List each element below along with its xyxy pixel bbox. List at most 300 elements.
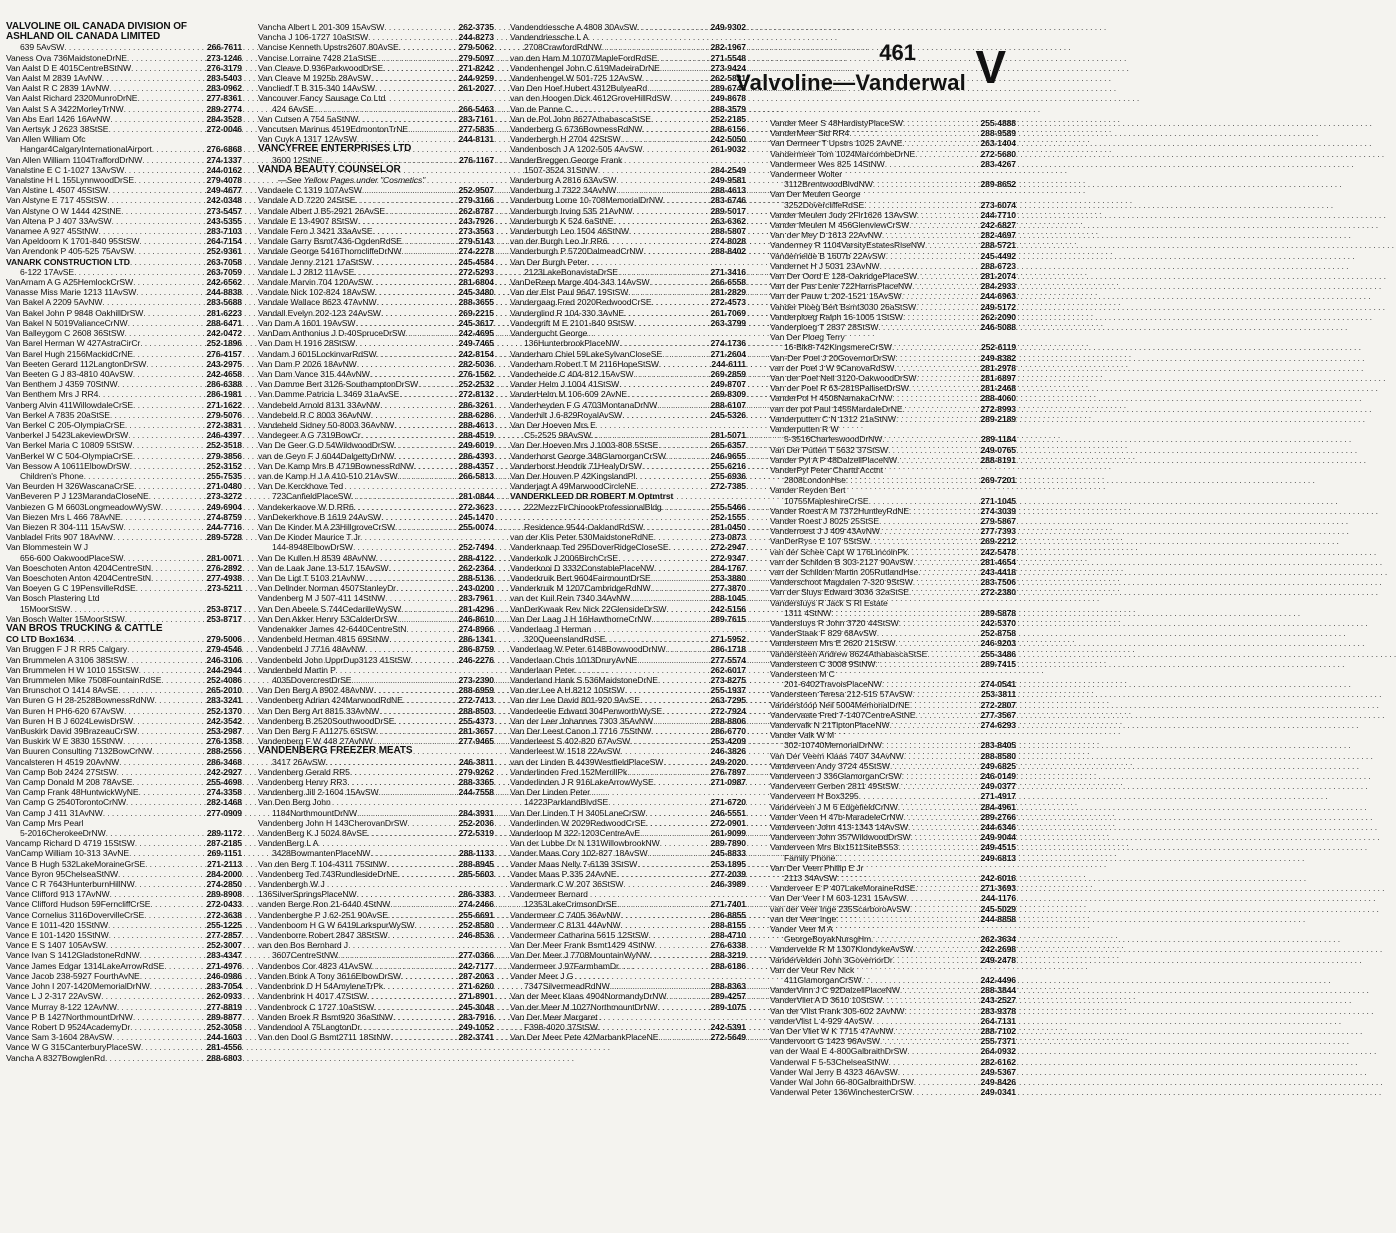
listing-phone: 272-2807 xyxy=(980,699,1016,710)
listing-name: Van Dam H 1916 28StSW xyxy=(258,338,356,349)
leader-dots xyxy=(617,869,710,879)
leader-dots xyxy=(903,812,979,822)
listing-entry xyxy=(510,665,746,675)
listing-name: Van Barel Hugh 2156MackidCrNE xyxy=(6,348,133,359)
listing-phone: 273-3272 xyxy=(206,491,242,502)
listing-entry xyxy=(258,63,494,73)
listing-phone: 283-7054 xyxy=(206,981,242,992)
listing-entry xyxy=(770,985,1016,995)
listing-entry xyxy=(770,363,1016,373)
listing-entry xyxy=(258,451,494,461)
listing-name: Vance C R 7643HunterburnHillNW xyxy=(6,879,135,890)
leader-dots xyxy=(666,451,710,461)
listing-name: VanBerkel W C 504-OlympiaCrSE xyxy=(6,450,133,461)
listing-name: Van Brummelen A 3106 38StSW xyxy=(6,654,127,665)
leader-dots xyxy=(654,563,709,573)
listing-name: Vancalsteren H 4519 20AvNW xyxy=(6,756,120,767)
listing-name: Vance Sam 3-1604 28AvSW xyxy=(6,1032,113,1043)
listing-phone: 243-7926 xyxy=(458,215,494,226)
listing-entry xyxy=(770,730,1016,740)
leader-dots xyxy=(636,481,709,491)
listing-entry xyxy=(258,73,494,83)
leader-dots xyxy=(927,649,979,659)
listing-entry xyxy=(258,491,494,501)
leader-dots xyxy=(621,910,710,920)
listing-entry xyxy=(258,624,494,634)
listing-name: Vander Maas Cory 102-827 18AvSW xyxy=(510,848,648,859)
listing-name: van der Schilden Martin 205RutlandHse xyxy=(770,566,919,577)
listing-phone: 263-7295 xyxy=(710,695,746,706)
leader-dots xyxy=(124,328,205,338)
listing-name: Vanderveen J M 6 EdgefieldCrNW xyxy=(770,801,898,812)
listing-name: Vance James Edgar 1314LakeArrowRdSE xyxy=(6,960,165,971)
listing-phone: 273-5211 xyxy=(206,583,242,594)
leader-dots xyxy=(127,655,206,665)
listing-name: Van der Veur Rev Nick xyxy=(770,964,855,975)
listing-name: Van Apeldoorn K 1701-840 95StSW xyxy=(6,236,140,247)
listing-name: Vanderkooi D 3332ConstablePlaceNW xyxy=(510,562,655,573)
listing-name: Vandenbrink H 4017 47StSW xyxy=(258,991,368,1002)
listing-entry xyxy=(770,251,1016,261)
leader-dots xyxy=(140,338,205,348)
listing-entry xyxy=(6,267,242,277)
listing-name: VANARK CONSTRUCTION LTD xyxy=(6,256,130,267)
listing-phone: 274-3039 xyxy=(980,505,1016,516)
listing-phone: 276-3179 xyxy=(206,62,242,73)
leader-dots xyxy=(893,1026,979,1036)
listing-entry xyxy=(6,63,242,73)
listing-name: Van Der Meulen George xyxy=(770,189,861,200)
listing-phone: 283-7916 xyxy=(458,1011,494,1022)
leader-dots xyxy=(121,206,205,216)
leader-dots xyxy=(903,312,980,322)
listing-entry xyxy=(6,124,242,134)
leader-dots xyxy=(74,267,205,277)
leader-dots xyxy=(150,981,206,991)
leader-dots xyxy=(381,512,457,522)
listing-name: Vancliedf T B 315-340 14AvSW xyxy=(258,83,375,94)
listing-name: Vanderburg J 7322 34AvNW xyxy=(510,185,617,196)
listing-phone: 244-8858 xyxy=(980,913,1016,924)
listing-name: Van Dellnder Norman 4507StanleyDr xyxy=(258,583,396,594)
leader-dots xyxy=(355,195,457,205)
listing-phone: 281-4296 xyxy=(458,603,494,614)
listing-name: Vander Wal John 66-80GalbraithDrSW xyxy=(770,1077,914,1088)
listing-entry xyxy=(258,685,494,695)
listing-entry xyxy=(510,379,746,389)
listing-name: Van Dam Vance 315 44AvNW xyxy=(258,368,370,379)
listing-phone: 283-5403 xyxy=(206,73,242,84)
listing-phone: 273-0873 xyxy=(710,532,746,543)
leader-dots xyxy=(907,1046,979,1056)
listing-name: Vanderploeg Ralph 16-1005 1StSW xyxy=(770,311,903,322)
listing-name: Vandenberg M J 507-411 14StNW xyxy=(258,593,386,604)
listing-name: Van der Meer M 1027NorthmountDrNW xyxy=(510,1001,658,1012)
listing-phone: 277-5574 xyxy=(710,654,746,665)
listing-phone: 289-5017 xyxy=(710,205,746,216)
listing-name: Vander Roest A M 7372HuntleyRdNE xyxy=(770,505,909,516)
listing-phone: 288-6803 xyxy=(206,1052,242,1063)
listing-name: Vanderschoot Magdalen 7-320 9StSW xyxy=(770,577,913,588)
listing-entry xyxy=(770,965,1016,975)
listing-entry xyxy=(510,144,746,154)
leader-dots xyxy=(396,583,458,593)
listing-name: Vandenbergh W J xyxy=(258,879,325,890)
listing-phone: 253-1895 xyxy=(710,858,746,869)
leader-dots xyxy=(130,257,206,267)
listing-entry xyxy=(770,547,1016,557)
listing-column-4 xyxy=(770,118,1016,1098)
listing-phone: 246-0149 xyxy=(980,771,1016,781)
listing-name: Vanderkruik M 1207CambridgeRdNW xyxy=(510,583,651,594)
leader-dots xyxy=(150,899,205,909)
listing-name: Van der Pauw L 202-1521 15AvSW xyxy=(770,291,902,302)
listing-name: Van der Poel Neil 3120-OakwoodDrSW xyxy=(770,373,917,384)
listing-phone: 249-9581 xyxy=(710,175,746,186)
listing-name: Vancise Kenneth Upstrs2607 80AvSE xyxy=(258,42,399,53)
listing-name: van de Geyn F J 6044DalgettyDrNW xyxy=(258,450,395,461)
listing-phone: 252-9361 xyxy=(206,246,242,257)
listing-phone: 288-6471 xyxy=(206,317,242,328)
listing-entry xyxy=(6,522,242,532)
leader-dots xyxy=(397,614,457,624)
leader-dots xyxy=(627,389,709,399)
listing-name: Vander Meulen M 456GlenviewCrSW xyxy=(770,220,910,231)
listing-entry xyxy=(258,808,494,818)
listing-phone: 288-4519 xyxy=(458,430,494,441)
listing-entry xyxy=(770,791,1016,801)
listing-entry xyxy=(6,420,242,430)
listing-phone: 244-1176 xyxy=(980,893,1016,904)
listing-name: Vandenakker James 42-6440CentreStN xyxy=(258,623,407,634)
listing-entry xyxy=(510,308,746,318)
listing-name: Van Den Berg John xyxy=(258,797,331,808)
listing-name: Vanderputten C N 1312 21aStNW xyxy=(770,413,896,424)
listing-entry xyxy=(770,516,1016,526)
listing-phone: 264-0932 xyxy=(980,1046,1016,1057)
listing-name: Van Boeschoten Anton 4204CentreStN xyxy=(6,572,152,583)
listing-phone: 255-4373 xyxy=(458,715,494,726)
leader-dots xyxy=(882,434,980,444)
listing-name: Vandenberg Henry RR3 xyxy=(258,777,348,788)
listing-name: Vanderlinden W 2029RedwoodCrSE xyxy=(510,817,646,828)
listing-entry xyxy=(6,1042,242,1052)
listing-phone: 255-6691 xyxy=(458,909,494,920)
listing-phone: 274-1736 xyxy=(710,338,746,349)
leader-dots xyxy=(414,461,457,471)
listing-entry xyxy=(258,400,494,410)
listing-entry xyxy=(6,930,242,940)
listing-name: Vandermeer C 7405 36AvNW xyxy=(510,909,621,920)
leader-dots xyxy=(137,726,205,736)
listing-entry xyxy=(770,1087,1016,1097)
listing-entry xyxy=(6,481,242,491)
leader-dots xyxy=(879,261,979,271)
listing-entry xyxy=(6,1012,242,1022)
leader-dots xyxy=(635,471,709,481)
listing-phone: 266-5463 xyxy=(458,103,494,114)
listing-entry xyxy=(510,114,746,124)
listing-phone: 288-8155 xyxy=(710,919,746,930)
listing-name: Vance Robert D 9524AcademyDr xyxy=(6,1021,131,1032)
listing-entry xyxy=(510,1022,746,1032)
listing-entry xyxy=(6,899,242,909)
leader-dots xyxy=(902,404,979,414)
leader-dots xyxy=(862,975,980,985)
listing-phone: 243-2527 xyxy=(980,995,1016,1006)
listing-phone: 276-1358 xyxy=(206,736,242,747)
listing-entry xyxy=(510,440,746,450)
listing-name: Vandall Evelyn 202-123 24AvSW xyxy=(258,307,381,318)
leader-dots xyxy=(102,73,206,83)
listing-name: Van Barel Herman W 427AstraCirCr xyxy=(6,338,141,349)
listing-phone: 252-3152 xyxy=(206,460,242,471)
listing-column-2 xyxy=(258,22,494,1042)
listing-entry xyxy=(6,379,242,389)
listing-phone: 281-6223 xyxy=(206,307,242,318)
leader-dots xyxy=(144,910,205,920)
listing-entry xyxy=(258,828,494,838)
listing-phone: 252-1555 xyxy=(710,511,746,522)
listing-phone: 252-1896 xyxy=(206,338,242,349)
listing-name: Vander Pyl A P 48DalzellPlaceNW xyxy=(770,454,897,465)
leader-dots xyxy=(365,573,458,583)
leader-dots xyxy=(401,246,457,256)
listing-name: Van Der Veer I M 603-1231 15AvSW xyxy=(770,893,907,904)
listing-name: Van Camp Mrs Pearl xyxy=(6,817,84,828)
listing-phone: 242-4658 xyxy=(206,368,242,379)
leader-dots xyxy=(376,553,458,563)
listing-entry xyxy=(510,1032,746,1042)
listing-name: Van Cleave D 936ParkwoodDrSE xyxy=(258,62,384,73)
listing-name: Vance E 101-1420 15StNW xyxy=(6,930,109,941)
listing-phone: 288-3219 xyxy=(710,950,746,961)
leader-dots xyxy=(649,930,710,940)
leader-dots xyxy=(133,369,206,379)
listing-name: Van der Pas Lenie 722HarrisPlaceNW xyxy=(770,281,913,292)
listing-entry xyxy=(6,369,242,379)
listing-phone: 281-0071 xyxy=(206,552,242,563)
listing-entry xyxy=(6,226,242,236)
leader-dots xyxy=(882,740,980,750)
leader-dots xyxy=(388,910,458,920)
listing-phone: 242-7177 xyxy=(458,960,494,971)
leader-dots xyxy=(374,685,458,695)
leader-dots xyxy=(390,1032,457,1042)
leader-dots xyxy=(375,83,458,93)
listing-name: Vance E S 1407 105AvSW xyxy=(6,940,106,951)
listing-entry xyxy=(258,267,494,277)
listing-name: Vandale Wallace 8623 47AvNW xyxy=(258,297,377,308)
leader-dots xyxy=(314,104,458,114)
listing-name: Vanderkruik Bert 9604FairmountDrSE xyxy=(510,572,651,583)
listing-entry xyxy=(258,226,494,236)
listing-entry xyxy=(258,257,494,267)
listing-phone: 271-0987 xyxy=(710,777,746,788)
listing-name: 2708CrawfordRdNW xyxy=(524,42,602,53)
leader-dots xyxy=(118,869,205,879)
leader-dots xyxy=(655,940,710,950)
listing-entry xyxy=(770,322,1016,332)
listing-name: Van der Poel R 63-2815PallisetDrSW xyxy=(770,383,909,394)
listing-phone: 277-5835 xyxy=(458,124,494,135)
listing-entry xyxy=(6,848,242,858)
listing-phone: 288-8191 xyxy=(980,454,1016,465)
listing-phone: 274-6293 xyxy=(980,719,1016,730)
leader-dots xyxy=(651,726,709,736)
listing-entry xyxy=(770,159,1016,169)
listing-entry xyxy=(510,818,746,828)
leader-dots xyxy=(902,138,979,148)
listing-entry xyxy=(6,104,242,114)
listing-entry xyxy=(770,291,1016,301)
listing-entry xyxy=(6,461,242,471)
listing-entry xyxy=(510,297,746,307)
leader-dots xyxy=(616,175,709,185)
listing-phone: 242-5370 xyxy=(980,617,1016,628)
listing-entry xyxy=(258,859,494,869)
listing-phone: 246-9203 xyxy=(980,638,1016,649)
listing-phone: 288-8402 xyxy=(710,246,746,257)
listing-entry xyxy=(770,638,1016,648)
leader-dots xyxy=(642,73,709,83)
leader-dots xyxy=(98,226,205,236)
listing-entry xyxy=(258,124,494,134)
listing-name: Van der Leer Johannes 7303 35AvNW xyxy=(510,715,654,726)
listing-entry xyxy=(6,736,242,746)
listing-name: Van Beurden H 326WascanaCrSE xyxy=(6,481,135,492)
listing-phone: 282-4697 xyxy=(980,230,1016,241)
listing-name: Van Buren G H 28-2528BownessRdNW xyxy=(6,695,155,706)
leader-dots xyxy=(898,802,980,812)
listing-entry xyxy=(770,710,1016,720)
listing-phone: 272-7924 xyxy=(710,705,746,716)
leader-dots xyxy=(882,995,979,1005)
leader-dots xyxy=(623,879,709,889)
listing-name: Vandenbeld John UpprDup3123 41StSW xyxy=(258,654,411,665)
leader-dots xyxy=(902,291,980,301)
listing-entry xyxy=(258,236,494,246)
listing-phone: 242-3542 xyxy=(206,715,242,726)
leader-dots xyxy=(637,22,709,32)
listing-entry xyxy=(770,230,1016,240)
listing-entry xyxy=(258,777,494,787)
listing-entry xyxy=(258,410,494,420)
listing-name: Van Bosch Walter 15MoorStSW xyxy=(6,613,125,624)
leader-dots xyxy=(74,634,206,644)
listing-phone: 283-7103 xyxy=(206,226,242,237)
leader-dots xyxy=(355,338,457,348)
listing-phone: 283-4267 xyxy=(980,158,1016,169)
listing-entry xyxy=(258,502,494,512)
listing-phone: 284-2000 xyxy=(206,868,242,879)
leader-dots xyxy=(912,1087,979,1097)
listing-phone: 277-9465 xyxy=(458,736,494,747)
listing-name: Vandermeer J 97FarmhamDr xyxy=(510,960,619,971)
listing-phone: 242-4496 xyxy=(980,975,1016,986)
listing-name: Vandernet H J 5031 23AvNW xyxy=(770,260,880,271)
listing-name: Vandendriessche A 4808 30AvSW xyxy=(510,22,638,32)
listing-name: Van Den Hoef Hubert 4312BulyeaRd xyxy=(510,83,648,94)
leader-dots xyxy=(909,220,979,230)
listing-name: Vanalstine E C 1-1027 13AvSW xyxy=(6,164,125,175)
listing-entry xyxy=(6,236,242,246)
listing-phone: 285-5603 xyxy=(458,868,494,879)
leader-dots xyxy=(112,1032,205,1042)
listing-name: GeorgeBoyakNursgHm xyxy=(784,934,872,945)
listing-phone: 271-0480 xyxy=(206,481,242,492)
listing-entry xyxy=(510,461,746,471)
listing-entry xyxy=(258,461,494,471)
listing-phone: 272-3623 xyxy=(458,501,494,512)
listing-entry xyxy=(770,118,1016,128)
listing-name: Van Buskirk W E 3830 15StNW xyxy=(6,736,124,747)
listing-name: Van Alstine L 4507 45StSW xyxy=(6,185,109,196)
listing-phone: 271-4917 xyxy=(980,791,1016,802)
listing-entry xyxy=(6,940,242,950)
listing-entry xyxy=(258,665,494,675)
leader-dots xyxy=(128,430,205,440)
listing-name: Vance Murray 8-122 12AvNW xyxy=(6,1001,117,1012)
listing-entry xyxy=(258,53,494,63)
listing-phone: 261-2027 xyxy=(458,83,494,94)
listing-entry xyxy=(510,53,746,63)
listing-entry xyxy=(258,165,494,175)
leader-dots xyxy=(371,410,458,420)
leader-dots xyxy=(142,155,205,165)
leader-dots xyxy=(355,318,457,328)
listing-entry xyxy=(510,257,746,267)
listing-name: Van Den Berg F A11275 6StSW xyxy=(258,726,377,737)
listing-phone: 272-2947 xyxy=(710,542,746,553)
listing-phone: 242-2698 xyxy=(980,944,1016,955)
listing-phone: 277-3870 xyxy=(710,583,746,594)
leader-dots xyxy=(910,904,980,914)
listing-column-1 xyxy=(6,22,242,1063)
listing-entry xyxy=(258,144,494,154)
leader-dots xyxy=(662,706,709,716)
listing-entry xyxy=(510,848,746,858)
listing-entry xyxy=(770,281,1016,291)
listing-name: VANDENBERG FREEZER MEATS xyxy=(258,745,413,757)
leader-dots xyxy=(70,604,205,614)
listing-name: Children's Phone xyxy=(20,470,84,481)
leader-dots xyxy=(624,308,709,318)
listing-name: Vanderstoop Neil 5004MemorialDrNE xyxy=(770,699,910,710)
listing-entry xyxy=(510,930,746,940)
leader-dots xyxy=(640,828,709,838)
listing-name: Van Der Vliet W K 7715 47AvNW xyxy=(770,1026,894,1037)
listing-name: Vance John I 207-1420MemorialDrNW xyxy=(6,981,150,992)
listing-name: Van Der Hoeven Mrs E xyxy=(510,419,596,430)
leader-dots xyxy=(141,1042,206,1052)
listing-entry xyxy=(6,797,242,807)
listing-name: Vance E 1011-420 15StNW xyxy=(6,919,108,930)
listing-entry xyxy=(770,863,1016,873)
listing-name: 14223ParklandBlvdSE xyxy=(524,797,609,808)
listing-name: Family Phone xyxy=(784,852,836,863)
listing-phone: 265-6357 xyxy=(710,440,746,451)
leader-dots xyxy=(663,195,709,205)
listing-phone: 245-8833 xyxy=(710,848,746,859)
listing-name: 5-2016CherokeeDrNW xyxy=(20,828,106,839)
leader-dots xyxy=(913,577,980,587)
listing-name: Vandermeer Wolter xyxy=(770,169,843,180)
leader-dots xyxy=(879,516,979,526)
listing-phone: 279-3166 xyxy=(458,195,494,206)
listing-entry xyxy=(510,797,746,807)
listing-entry xyxy=(510,716,746,726)
